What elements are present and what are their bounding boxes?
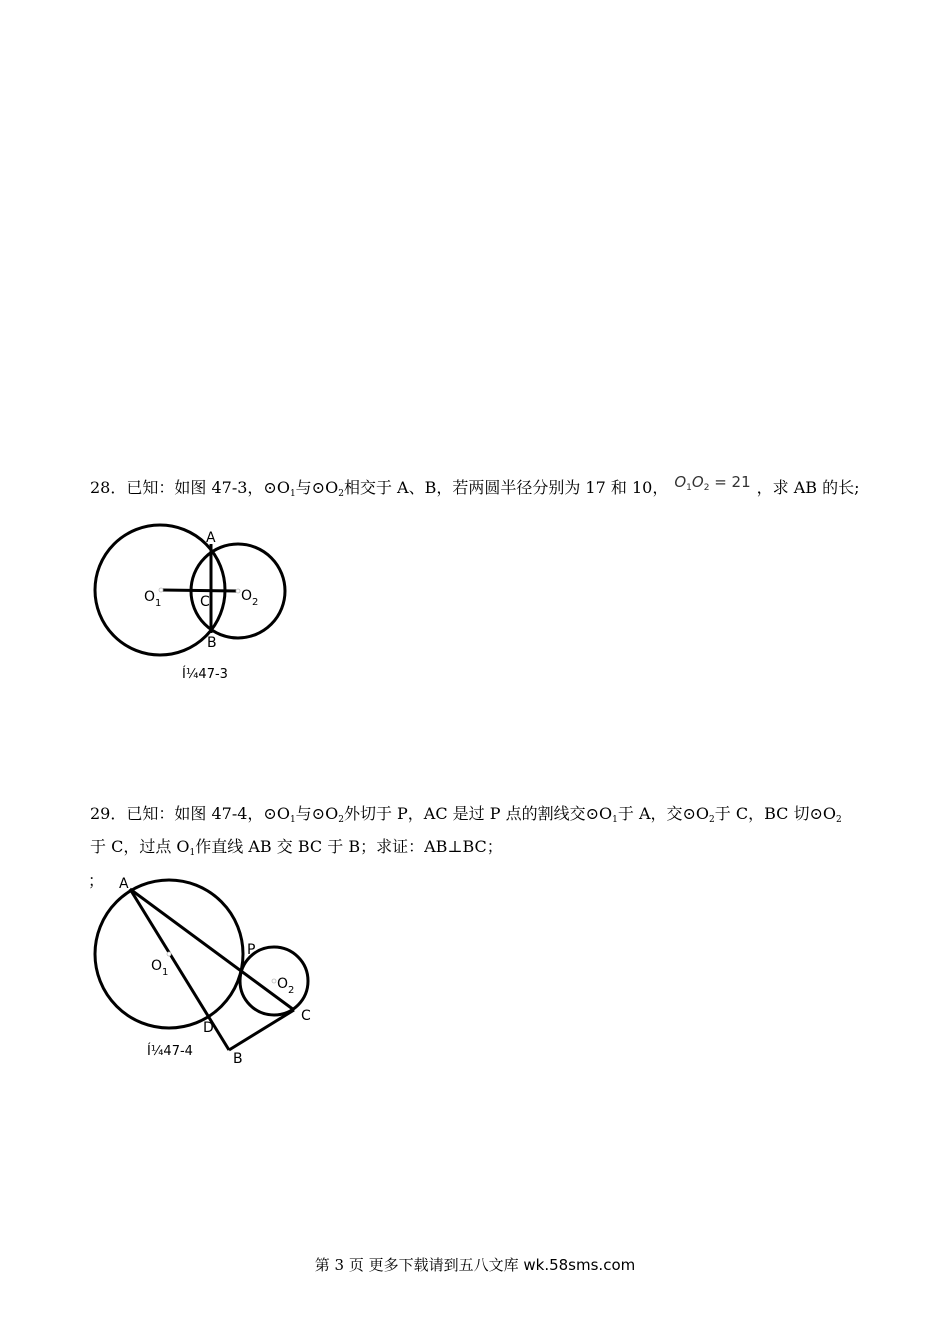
problem-29-line2-b: 作直线 AB 交 BC 于 B；求证：AB⊥BC；: [195, 837, 503, 856]
label-c: C: [200, 594, 210, 610]
problem-29-text-c: 外切于 P，AC 是过 P 点的割线交⊙O: [343, 804, 613, 823]
label-o2: [277, 976, 294, 996]
label-a: A: [119, 876, 129, 892]
problem-28-text-d: ，求 AB 的长;: [756, 478, 860, 497]
figure-47-4: [85, 870, 325, 1070]
subscript: 1: [289, 489, 296, 499]
distance-equation: [674, 472, 750, 492]
figure-47-3-caption: Í¼47-3: [182, 667, 228, 682]
problem-28-text-c: 相交于 A、B，若两圆半径分别为 17 和 10，: [343, 478, 669, 497]
label-o2-letter: O: [277, 976, 289, 992]
eq-o1: O: [674, 473, 687, 491]
problem-29-line-2: [90, 837, 503, 857]
center-o1-dot: [159, 588, 163, 592]
label-b: B: [233, 1051, 243, 1067]
subscript: 1: [189, 848, 196, 858]
eq-o2: O: [691, 473, 704, 491]
problem-29-number: 29．: [90, 804, 127, 823]
footer-text: 第 3 页 更多下载请到五八文库: [314, 1256, 524, 1274]
page-footer: [0, 1255, 950, 1275]
label-o1-letter: O: [144, 589, 156, 605]
problem-29-text-e: 于 C，BC 切⊙O: [714, 804, 837, 823]
subscript: 2: [338, 815, 344, 825]
label-o1-sub: 1: [162, 967, 169, 978]
problem-29-text-b: 与⊙O: [295, 804, 339, 823]
problem-29-text-a: 已知：如图 47-4，⊙O: [126, 804, 290, 823]
center-o1-dot: [167, 952, 171, 956]
problem-28-number: 28．: [90, 478, 127, 497]
figure-47-4-caption: Í¼47-4: [147, 1044, 193, 1059]
subscript: 2: [709, 815, 715, 825]
subscript: 2: [836, 815, 842, 825]
center-o2-dot: [272, 979, 276, 983]
eq-sub1: 1: [686, 483, 692, 493]
label-p: P: [247, 942, 256, 958]
problem-29-text-d: 于 A，交⊙O: [617, 804, 710, 823]
problem-29-line-3: ；: [88, 871, 105, 890]
subscript: 1: [612, 815, 618, 825]
label-a: A: [206, 530, 216, 546]
center-o2-dot: [236, 589, 240, 593]
problem-28-text-a: 已知：如图 47-3，⊙O: [126, 478, 290, 497]
segment-o1-o2: [162, 590, 237, 591]
footer-site-link[interactable]: wk.58sms.com: [523, 1256, 636, 1274]
tangent-bc: [229, 1010, 294, 1050]
label-o2: [241, 588, 258, 608]
eq-value: = 21: [709, 473, 751, 491]
label-o1: [144, 589, 161, 609]
label-o2-letter: O: [241, 588, 253, 604]
problem-29-line2-a: 于 C，过点 O: [90, 837, 190, 856]
label-o1: [151, 958, 168, 978]
label-o1-letter: O: [151, 958, 163, 974]
label-o2-sub: 2: [252, 597, 259, 608]
problem-28-statement: [90, 473, 860, 499]
secant-ac: [130, 889, 294, 1010]
subscript: 2: [338, 489, 344, 499]
label-c: C: [301, 1008, 311, 1024]
label-o2-sub: 2: [288, 985, 295, 996]
problem-28-text-b: 与⊙O: [295, 478, 339, 497]
label-d: D: [203, 1020, 214, 1036]
subscript: 1: [289, 815, 296, 825]
figure-47-3: [85, 515, 305, 690]
label-o1-sub: 1: [155, 598, 162, 609]
eq-sub2: 2: [703, 483, 710, 493]
problem-29-line-1: [90, 804, 842, 824]
label-b: B: [207, 635, 217, 651]
